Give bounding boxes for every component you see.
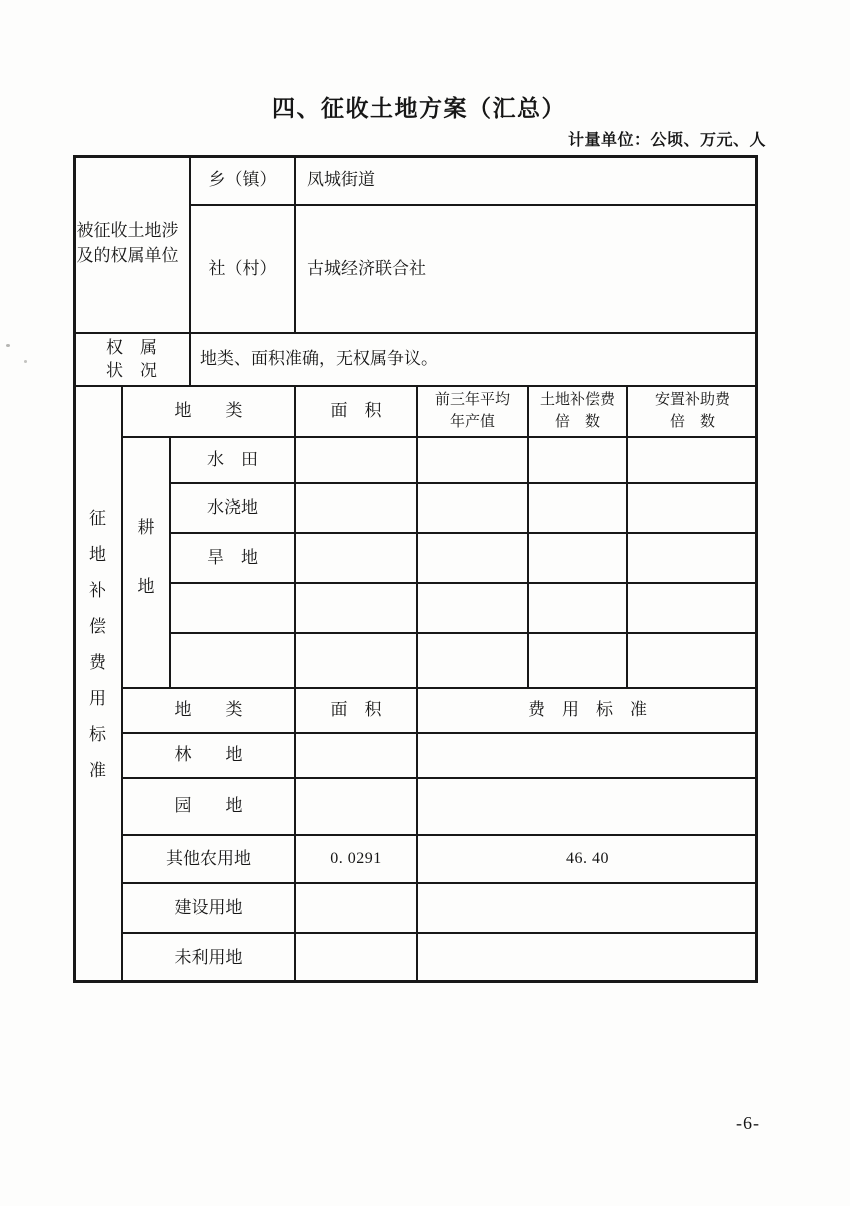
other-agri-area-value: 0. 0291 — [330, 850, 382, 868]
compensation-section-label: 征地补偿费用标准 — [89, 508, 106, 780]
row-construction-land: 建设用地 — [174, 897, 243, 917]
scan-speck — [6, 344, 10, 347]
row-irrigated-land: 水浇地 — [207, 497, 258, 517]
other-agri-fee-value: 46. 40 — [566, 850, 609, 868]
cultivated-group-label: 耕地 — [137, 517, 155, 596]
header2-fee-standard: 费 用 标 准 — [528, 700, 647, 720]
row-unused-land: 未利用地 — [174, 947, 243, 967]
row-other-agri-land: 其他农用地 — [166, 848, 251, 868]
header-land-comp-multiple: 土地补偿费 倍 数 — [539, 391, 615, 430]
row-dry-land: 旱 地 — [207, 547, 258, 567]
header-avg-output: 前三年平均 年产值 — [434, 391, 510, 430]
header-land-type: 地 类 — [174, 401, 243, 421]
row-garden-land: 园 地 — [174, 796, 243, 816]
page-number: -6- — [736, 1113, 760, 1133]
tenure-status-label: 权 属 状 况 — [106, 338, 157, 380]
header2-area: 面 积 — [330, 700, 382, 720]
header-resettle-multiple: 安置补助费 倍 数 — [654, 391, 730, 430]
tenure-status-value: 地类、面积准确，无权属争议。 — [200, 349, 438, 369]
header2-land-type: 地 类 — [174, 700, 243, 720]
unit-note: 计量单位：公顷、万元、人 — [567, 132, 766, 149]
village-value: 古城经济联合社 — [307, 258, 426, 278]
row-forest-land: 林 地 — [174, 745, 243, 765]
page-title: 四、征收土地方案（汇总） — [272, 95, 566, 121]
village-row-label: 社（村） — [208, 258, 277, 278]
grid-line — [416, 386, 418, 983]
header-area: 面 积 — [330, 401, 382, 421]
ownership-unit-label: 被征收土地涉及的权属单位 — [76, 221, 179, 265]
document-table — [73, 155, 758, 983]
township-row-label: 乡（镇） — [208, 169, 277, 189]
scan-speck — [24, 360, 27, 363]
row-paddy-field: 水 田 — [207, 449, 258, 469]
township-value: 凤城街道 — [307, 169, 375, 189]
grid-line — [170, 632, 758, 634]
